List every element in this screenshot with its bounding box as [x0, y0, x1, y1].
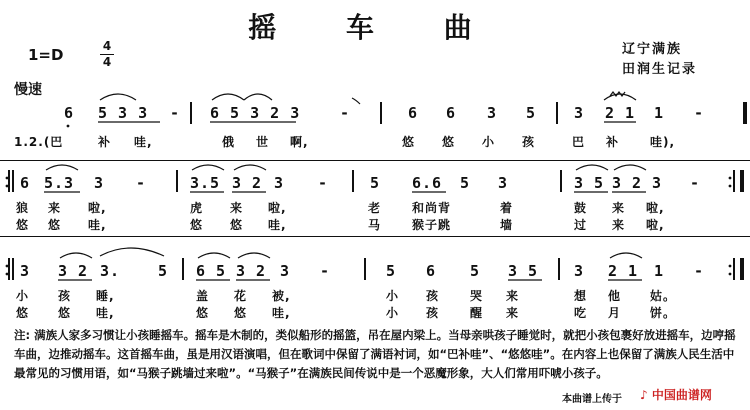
upload-credit: 本曲谱上传于: [562, 394, 622, 405]
annotation-note: [14, 326, 736, 383]
note: 5: [370, 174, 381, 192]
note: 3: [274, 174, 285, 192]
slur: [244, 94, 272, 100]
slur: [604, 94, 636, 100]
song-title: 摇 车 曲: [248, 11, 502, 44]
lyric: 小: [16, 289, 30, 303]
note: 2 1: [605, 104, 636, 122]
note: -: [340, 104, 351, 122]
lyric: 被,: [272, 289, 291, 303]
note: -: [170, 104, 181, 122]
note: -: [320, 262, 331, 280]
slur: [234, 165, 266, 170]
slur: [238, 253, 270, 258]
note: 5.3: [44, 174, 75, 192]
dot-icon: [6, 185, 9, 188]
lyric: 俄: [222, 135, 236, 149]
time-signature-top: 4: [102, 39, 112, 53]
note: 3 2: [232, 174, 263, 192]
note: 3 2: [58, 262, 89, 280]
note: -: [690, 174, 701, 192]
tempo-marking: 慢速: [14, 82, 42, 98]
time-signature-bottom: 4: [102, 55, 112, 69]
note: 6: [446, 104, 457, 122]
lyric: 悠: [442, 135, 456, 149]
lyric: 哇,: [268, 218, 287, 232]
logo-mark-icon: ♪: [640, 388, 648, 402]
note: 3 2: [236, 262, 267, 280]
lyric: 来: [612, 201, 626, 215]
note: 6.6: [412, 174, 443, 192]
slur: [192, 165, 224, 170]
slur: [60, 253, 92, 258]
lyric: 悠: [16, 306, 30, 320]
lyric: 哇,: [272, 306, 291, 320]
lyric: 马: [368, 218, 382, 232]
note: 3 5: [574, 174, 605, 192]
lyric: 悠: [58, 306, 72, 320]
lyric: 姑。: [650, 289, 677, 303]
note: 3: [652, 174, 663, 192]
note: 5: [470, 262, 481, 280]
note-label: 注:: [14, 328, 31, 342]
octave-dot-icon: [67, 125, 70, 128]
lyric: 来: [506, 306, 520, 320]
lyric: 醒: [470, 306, 484, 320]
site-logo[interactable]: [640, 386, 712, 403]
note: 3: [20, 262, 31, 280]
dot-icon: [729, 273, 732, 276]
lyric: 来: [230, 201, 244, 215]
lyric: 狼: [16, 201, 30, 215]
note: 1: [654, 262, 665, 280]
lyric: 哇),: [650, 135, 676, 149]
slur: [46, 165, 78, 170]
note: 5: [526, 104, 537, 122]
lyric: 小: [386, 289, 400, 303]
note: -: [136, 174, 147, 192]
note: 6: [64, 104, 75, 122]
key-signature: 1=D: [28, 46, 64, 64]
lyric: 来: [612, 218, 626, 232]
note: 1: [654, 104, 665, 122]
lyric: 啦,: [646, 218, 665, 232]
lyric: 悠: [48, 218, 62, 232]
credit-origin: 辽宁满族: [622, 42, 683, 57]
lyric: 和尚背: [412, 201, 452, 215]
note: 3.5: [190, 174, 221, 192]
dot-icon: [6, 273, 9, 276]
slur: [610, 253, 642, 258]
note: 3: [498, 174, 509, 192]
note: 2 1: [608, 262, 639, 280]
breath-mark-icon: [352, 98, 360, 104]
note: 5: [460, 174, 471, 192]
note: 6: [20, 174, 31, 192]
lyric: 花: [234, 289, 248, 303]
lyric: 睡,: [96, 289, 115, 303]
dot-icon: [729, 185, 732, 188]
slur: [100, 94, 136, 100]
lyric: 虎: [190, 201, 204, 215]
slur: [212, 94, 244, 100]
note: 3.: [100, 262, 121, 280]
slur: [614, 165, 646, 170]
note: 6 5: [196, 262, 227, 280]
lyric: 悠: [16, 218, 30, 232]
lyric: 啦,: [88, 201, 107, 215]
lyric: 着: [500, 201, 514, 215]
lyric: 孩: [58, 289, 72, 303]
lyric: 月: [608, 306, 622, 320]
note-text: 满族人家多习惯让小孩睡摇车。摇车是木制的，类似船形的摇篮，吊在屋内梁上。当母亲哄孩子睡觉时，就把小孩包裹好放进摇车，边哼摇车曲，边推动摇车。这首摇车曲，虽是用汉语演唱，但在歌词中保留了满语衬词，如“巴补哇”、“悠悠哇”。在内容上也保留了满族人民生活中最常见的习惯用语，如“马猴子跳墙过来啦”。“马猴子”在满族民间传说中是一个恶魔形象，大人们常用吓唬小孩子。: [14, 328, 736, 380]
note: 3: [574, 262, 585, 280]
dot-icon: [6, 265, 9, 268]
lyric: 来: [48, 201, 62, 215]
note: 5: [386, 262, 397, 280]
note: 6: [408, 104, 419, 122]
lyric: 老: [368, 201, 382, 215]
note: 3: [487, 104, 498, 122]
dot-icon: [729, 177, 732, 180]
note: 3: [280, 262, 291, 280]
lyric: 来: [506, 289, 520, 303]
note: 3 2: [612, 174, 643, 192]
lyric: 小: [482, 135, 496, 149]
lyric: 悠: [402, 135, 416, 149]
lyric: 补: [98, 135, 112, 149]
note: 6: [426, 262, 437, 280]
note: 3 5: [508, 262, 539, 280]
lyric: 悠: [196, 306, 210, 320]
note: 3: [94, 174, 105, 192]
lyric: 孩: [522, 135, 536, 149]
slur: [100, 248, 164, 256]
lyric: 想: [574, 289, 588, 303]
lyric: 世: [256, 135, 270, 149]
credit-recorder: 田润生记录: [622, 62, 698, 77]
lyric: 饼。: [650, 306, 677, 320]
lyric: 哭: [470, 289, 484, 303]
dot-icon: [6, 177, 9, 180]
note: 6 5 3 2 3: [210, 104, 301, 122]
lyric: 盖: [196, 289, 210, 303]
lyric: 悠: [230, 218, 244, 232]
lyric: 悠: [234, 306, 248, 320]
note: -: [694, 104, 705, 122]
lyric: 他: [608, 289, 622, 303]
lyric: 悠: [190, 218, 204, 232]
lyric: 啦,: [268, 201, 287, 215]
logo-text: 中国曲谱网: [651, 388, 712, 402]
lyric: 过: [574, 218, 588, 232]
slur: [198, 253, 230, 258]
lyric: 孩: [426, 306, 440, 320]
lyric: 鼓: [574, 201, 588, 215]
lyric: 啊,: [290, 135, 309, 149]
lyric: 猴子跳: [412, 218, 452, 232]
note: -: [318, 174, 329, 192]
lyric: 哇,: [96, 306, 115, 320]
lyric: 孩: [426, 289, 440, 303]
note: 5: [158, 262, 169, 280]
lyric: 巴: [572, 135, 586, 149]
dot-icon: [729, 265, 732, 268]
lyric: 1.2.(巴: [14, 135, 64, 149]
lyric: 啦,: [646, 201, 665, 215]
lyric: 墙: [500, 218, 514, 232]
lyric: 哇,: [88, 218, 107, 232]
lyric: 哇,: [134, 135, 153, 149]
note: 5 3 3: [98, 104, 149, 122]
lyric: 补: [606, 135, 620, 149]
note: -: [694, 262, 705, 280]
note: 3: [574, 104, 585, 122]
slur: [576, 165, 608, 170]
lyric: 小: [386, 306, 400, 320]
lyric: 吃: [574, 306, 588, 320]
